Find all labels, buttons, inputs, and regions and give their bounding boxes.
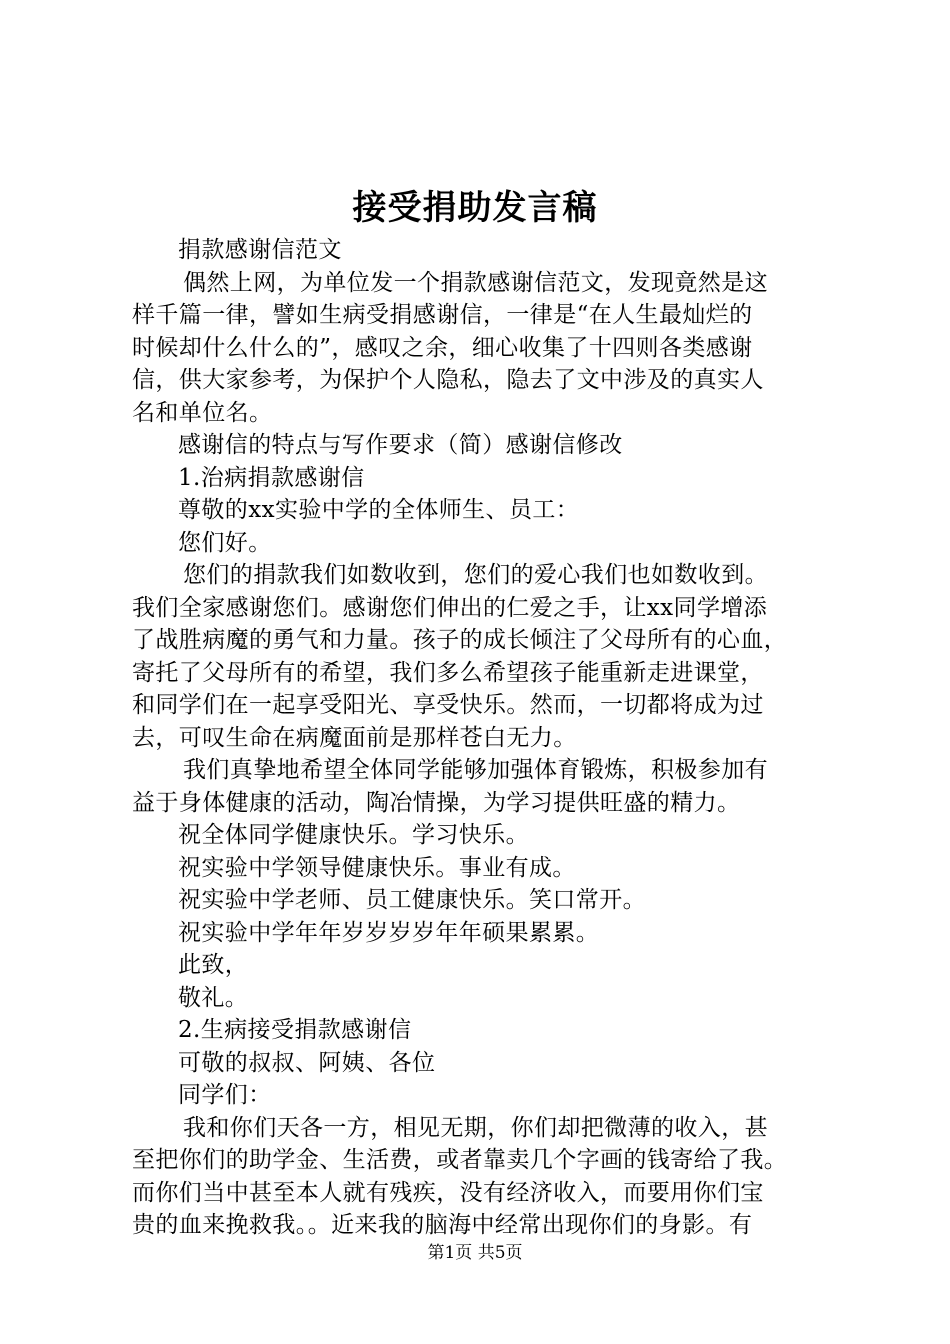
text-line: 而你们当中甚至本人就有残疾，没有经济收入，而要用你们宝 [132,1179,764,1206]
text-line: 了战胜病魔的勇气和力量。孩子的成长倾注了父母所有的心血， [132,627,788,653]
text-line: 可敬的叔叔、阿姨、各位 [178,1049,436,1076]
document-body [132,234,834,1242]
text-line: 2.生病接受捐款感谢信 [178,1017,412,1043]
text-line: 我们全家感谢您们。感谢您们伸出的仁爱之手，让xx同学增添 [132,594,768,621]
text-line: 尊敬的xx实验中学的全体师生、员工： [178,497,580,523]
text-line: 您们的捐款我们如数收到，您们的爱心我们也如数收到。 [183,562,768,588]
text-line: 祝全体同学健康快乐。学习快乐。 [178,822,529,848]
text-line: 我们真挚地希望全体同学能够加强体育锻炼，积极参加有 [183,757,768,783]
text-line: 样千篇一律，譬如生病受捐感谢信，一律是“在人生最灿烂的 [132,302,753,328]
text-line: 捐款感谢信范文 [178,237,342,263]
text-line: 您们好。 [178,529,272,556]
text-line: 信，供大家参考，为保护个人隐私，隐去了文中涉及的真实人 [132,367,764,393]
text-line: 我和你们天各一方，相见无期，你们却把微薄的收入，甚 [183,1114,768,1141]
text-line: 祝实验中学老师、员工健康快乐。笑口常开。 [178,887,646,913]
text-line: 同学们： [178,1082,272,1108]
text-line: 去，可叹生命在病魔面前是那样苍白无力。 [132,724,577,751]
text-line: 1.治病捐款感谢信 [178,464,365,491]
text-line: 偶然上网，为单位发一个捐款感谢信范文，发现竟然是这 [183,269,768,296]
page-footer: 第1页 共5页 [427,1243,523,1263]
text-line: 敬礼。 [178,984,249,1011]
text-line: 时候却什么什么的”，感叹之余，细心收集了十四则各类感谢 [132,334,753,361]
text-line: 感谢信的特点与写作要求（简）感谢信修改 [178,432,623,458]
text-line: 祝实验中学年年岁岁岁岁年年硕果累累。 [178,919,600,946]
text-line: 此致， [178,952,249,978]
text-line: 名和单位名。 [132,399,273,426]
text-line: 贵的血来挽救我。。近来我的脑海中经常出现你们的身影。有 [132,1212,753,1238]
text-line: 祝实验中学领导健康快乐。事业有成。 [178,854,576,881]
text-line: 益于身体健康的活动，陶冶情操，为学习提供旺盛的精力。 [132,789,741,816]
page-title: 接受捐助发言稿 [352,188,598,228]
text-line: 和同学们在一起享受阳光、享受快乐。然而，一切都将成为过 [132,692,764,718]
text-line: 寄托了父母所有的希望，我们多么希望孩子能重新走进课堂， [132,659,764,686]
text-line: 至把你们的助学金、生活费，或者靠卖几个字画的钱寄给了我。 [132,1147,788,1173]
